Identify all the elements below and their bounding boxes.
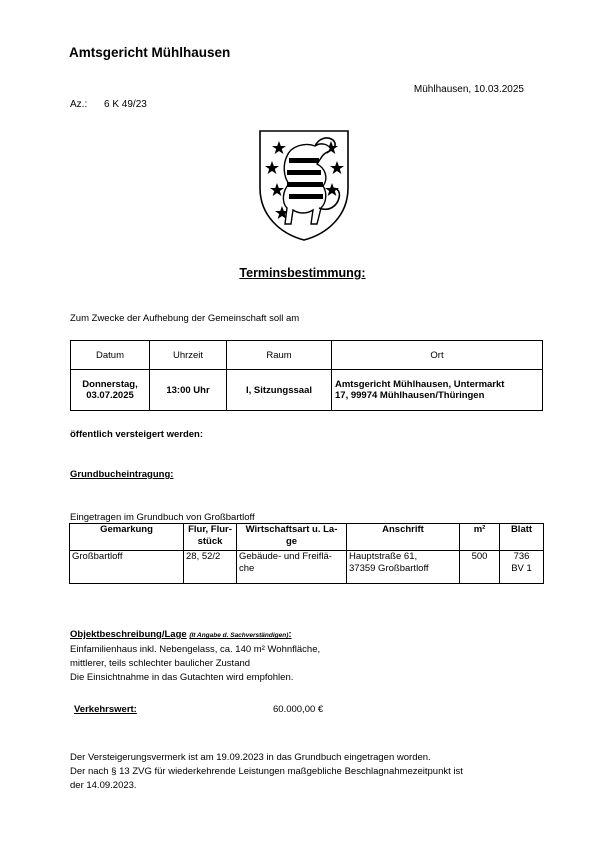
header-raum: Raum [227,341,332,370]
cell-flur: 28, 52/2 [184,551,237,584]
intro-text: Zum Zwecke der Aufhebung der Gemeinschaft soll am [70,313,300,324]
footer-line-3: der 14.09.2023. [70,780,137,791]
header-wirtschaftsart-2: ge [285,536,298,547]
ort-line-1: Amtsgericht Mühlhausen, Untermarkt [335,379,505,390]
blatt-line-1: 736 [513,551,530,562]
footer-line-2: Der nach § 13 ZVG für wiederkehrende Leistungen maßgebliche Beschlagnahmezeitpunkt ist [70,766,463,777]
blatt-line-2: BV 1 [511,563,532,574]
cell-ort [332,370,543,411]
cell-uhrzeit: 13:00 Uhr [150,370,227,411]
header-m2: m² [460,524,500,551]
appointment-table-row [71,370,543,411]
anschrift-line-1: Hauptstraße 61, [349,551,418,562]
cell-blatt [500,551,544,584]
header-uhrzeit: Uhrzeit [150,341,227,370]
file-reference [70,99,147,110]
file-reference-value: 6 K 49/23 [104,99,147,110]
header-wirtschaftsart [237,524,347,551]
place-date: Mühlhausen, 10.03.2025 [413,84,524,95]
object-description-colon: : [288,629,292,640]
datum-line-2: 03.07.2025 [86,390,134,401]
land-register-row [70,551,544,584]
header-gemarkung: Gemarkung [70,524,184,551]
ort-line-2: 17, 99974 Mühlhausen/Thüringen [335,390,485,401]
object-description-heading [70,629,292,640]
market-value: 60.000,00 € [273,704,324,715]
cell-datum [71,370,150,411]
header-wirtschaftsart-1: Wirtschaftsart u. La- [245,524,338,535]
market-value-label: Verkehrswert: [74,704,137,715]
object-description-line-1: Einfamilienhaus inkl. Nebengelass, ca. 140 m² Wohnfläche, [70,644,321,655]
cell-raum: I, Sitzungssaal [227,370,332,411]
land-register-table [69,523,544,584]
cell-anschrift [347,551,460,584]
header-flur-2: stück [197,536,223,547]
court-name: Amtsgericht Mühlhausen [69,45,231,60]
object-description-line-2: mittlerer, teils schlechter baulicher Zustand [70,658,251,669]
anschrift-line-2: 37359 Großbartloff [349,563,429,574]
datum-line-1: Donnerstag, [82,379,138,390]
header-flur-1: Flur, Flur- [188,524,232,535]
wirtschaftsart-line-1: Gebäude- und Freiflä- [239,551,332,562]
land-register-header [70,524,544,551]
cell-gemarkung: Großbartloff [70,551,184,584]
header-datum: Datum [71,341,150,370]
header-flur [184,524,237,551]
auction-note: öffentlich versteigert werden: [70,429,204,440]
cell-wirtschaftsart [237,551,347,584]
land-register-heading: Grundbucheintragung: [70,469,174,480]
footer-line-1: Der Versteigerungsvermerk ist am 19.09.2023 in das Grundbuch eingetragen worden. [70,752,431,763]
header-anschrift: Anschrift [347,524,460,551]
document-title: Terminsbestimmung: [239,266,366,280]
file-reference-label: Az.: [70,99,88,110]
header-blatt: Blatt [500,524,544,551]
land-register-caption: Eingetragen im Grundbuch von Großbartloff [70,512,255,523]
header-ort: Ort [332,341,543,370]
object-description-title: Objektbeschreibung/Lage [70,629,187,640]
object-description-note: (lt Angabe d. Sachverständigen) [189,632,289,639]
cell-m2: 500 [460,551,500,584]
thuringia-coat-of-arms [257,128,351,242]
wirtschaftsart-line-2: che [239,563,255,574]
appointment-table [70,340,543,411]
object-description-line-3: Die Einsichtnahme in das Gutachten wird empfohlen. [70,672,294,683]
appointment-table-header [71,341,543,370]
